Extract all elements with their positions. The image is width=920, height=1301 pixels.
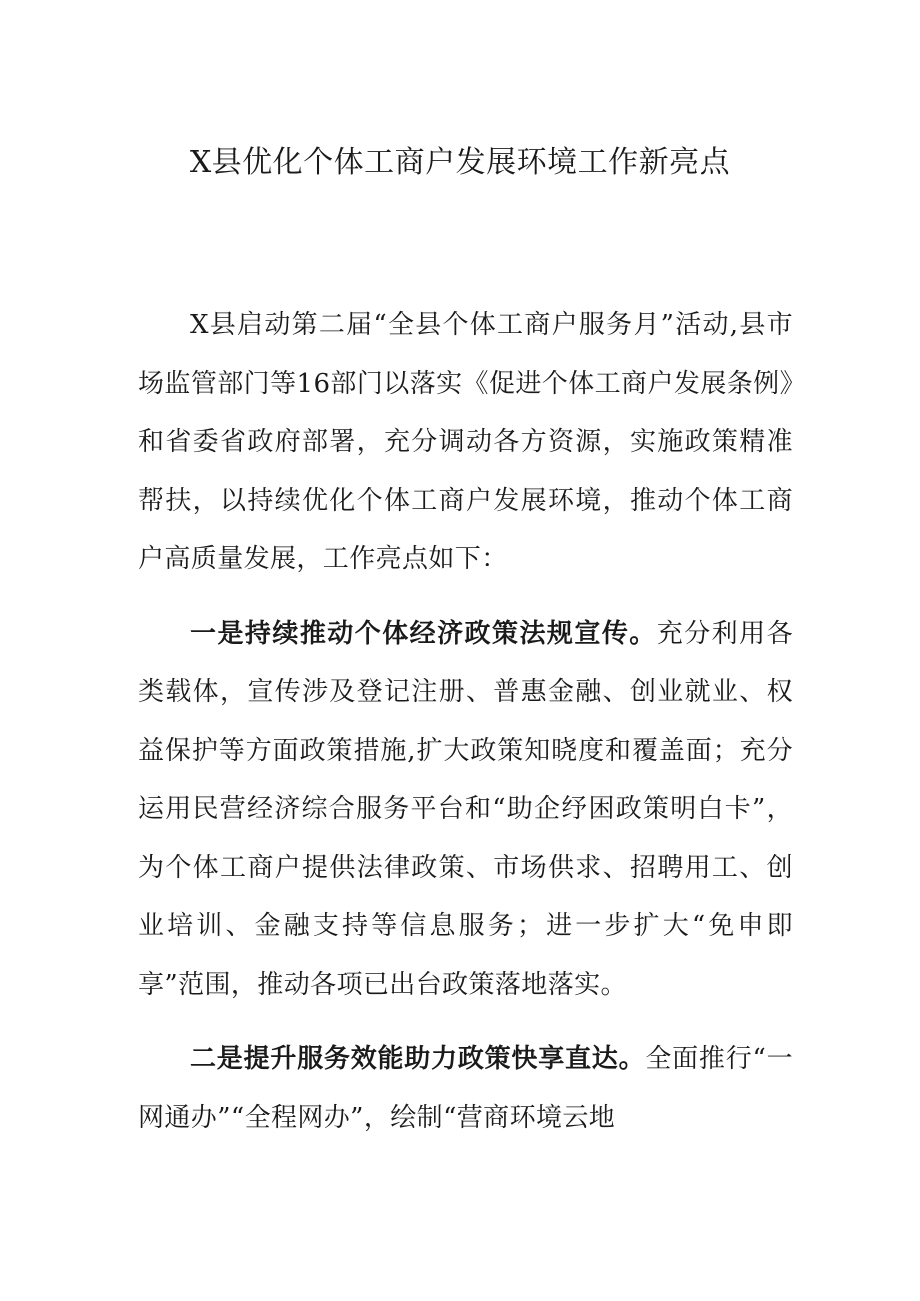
paragraph-lead: 二是提升服务效能助力政策快享直达。 <box>190 1044 646 1074</box>
paragraph-text: 全面推行“一网通办”“全程网办”，绘制“营商环境云地 <box>138 1044 793 1133</box>
paragraph-point-one <box>138 605 793 1015</box>
document-title: X县优化个体工商户发展环境工作新亮点 <box>189 145 731 180</box>
document-body <box>138 296 793 1147</box>
paragraph-lead: 一是持续推动个体经济政策法规宣传。 <box>190 618 657 649</box>
paragraph-point-two <box>138 1030 793 1147</box>
paragraph-intro <box>138 296 793 589</box>
paragraph-text: X县启动第二届“全县个体工商户服务月”活动,县市场监管部门等16部门以落实《促进个体工商户发展条例》和省委省政府部署，充分调动各方资源，实施政策精准帮扶，以持续优化个体工商户发展环境，推动个体工商户高质量发展，工作亮点如下： <box>138 310 793 574</box>
paragraph-text: 充分利用各类载体，宣传涉及登记注册、普惠金融、创业就业、权益保护等方面政策措施,扩大政策知晓度和覆盖面；充分运用民营经济综合服务平台和“助企纾困政策明白卡”，为个体工商户提供法律政策、市场供求、招聘用工、创业培训、金融支持等信息服务；进一步扩大“免申即享”范围，推动各项已出台政策落地落实。 <box>138 618 793 1000</box>
